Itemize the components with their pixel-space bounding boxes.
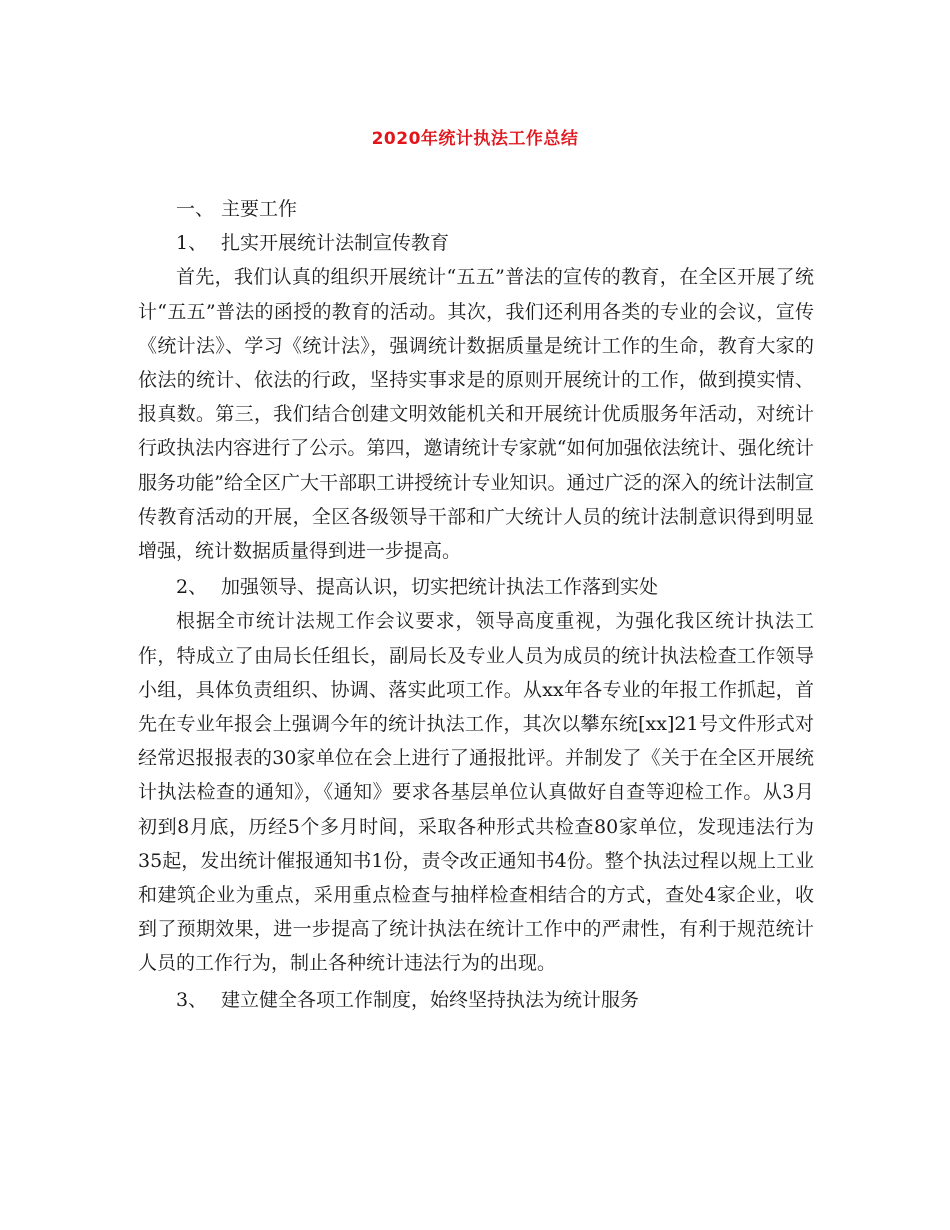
item-heading-1	[138, 226, 814, 260]
item-heading-2	[138, 570, 814, 604]
item-heading-text: 建立健全各项工作制度，始终坚持执法为统计服务	[221, 988, 640, 1011]
item-heading-text: 加强领导、提高认识，切实把统计执法工作落到实处	[221, 576, 659, 599]
item-number: 2、	[176, 576, 208, 599]
item-number: 3、	[176, 988, 208, 1011]
document-body	[138, 192, 814, 1017]
document-title: 2020年统计执法工作总结	[371, 129, 579, 149]
section-number: 一、	[176, 198, 215, 220]
section-heading-text: 主要工作	[221, 198, 298, 220]
item-heading-3	[138, 983, 814, 1017]
item-heading-text: 扎实开展统计法制宣传教育	[221, 232, 450, 255]
item-number: 1、	[176, 232, 208, 255]
paragraph-2: 根据全市统计法规工作会议要求，领导高度重视，为强化我区统计执法工作，特成立了由局长任组长，副局长及专业人员为成员的统计执法检查工作领导小组，具体负责组织、协调、落实此项工作。从xx年各专业的年报工作抓起，首先在专业年报会上强调今年的统计执法工作，其次以攀东统[xx]21号文件形式对经常迟报报表的30家单位在会上进行了通报批评。并制发了《关于在全区开展统计执法检查的通知》，《通知》要求各基层单位认真做好自查等迎检工作。从3月初到8月底，历经5个多月时间，采取各种形式共检查80家单位，发现违法行为35起，发出统计催报通知书1份，责令改正通知书4份。整个执法过程以规上工业和建筑企业为重点，采用重点检查与抽样检查相结合的方式，查处4家企业，收到了预期效果，进一步提高了统计执法在统计工作中的严肃性，有利于规范统计人员的工作行为，制止各种统计违法行为的出现。	[138, 610, 814, 975]
section-heading-1	[138, 192, 814, 226]
paragraph-1: 首先，我们认真的组织开展统计“五五”普法的宣传的教育，在全区开展了统计“五五”普法的函授的教育的活动。其次，我们还利用各类的专业的会议，宣传《统计法》、学习《统计法》，强调统计数据质量是统计工作的生命，教育大家的依法的统计、依法的行政，坚持实事求是的原则开展统计的工作，做到摸实情、报真数。第三，我们结合创建文明效能机关和开展统计优质服务年活动，对统计行政执法内容进行了公示。第四，邀请统计专家就“如何加强依法统计、强化统计服务功能”给全区广大干部职工讲授统计专业知识。通过广泛的深入的统计法制宣传教育活动的开展，全区各级领导干部和广大统计人员的统计法制意识得到明显增强，统计数据质量得到进一步提高。	[138, 266, 814, 563]
